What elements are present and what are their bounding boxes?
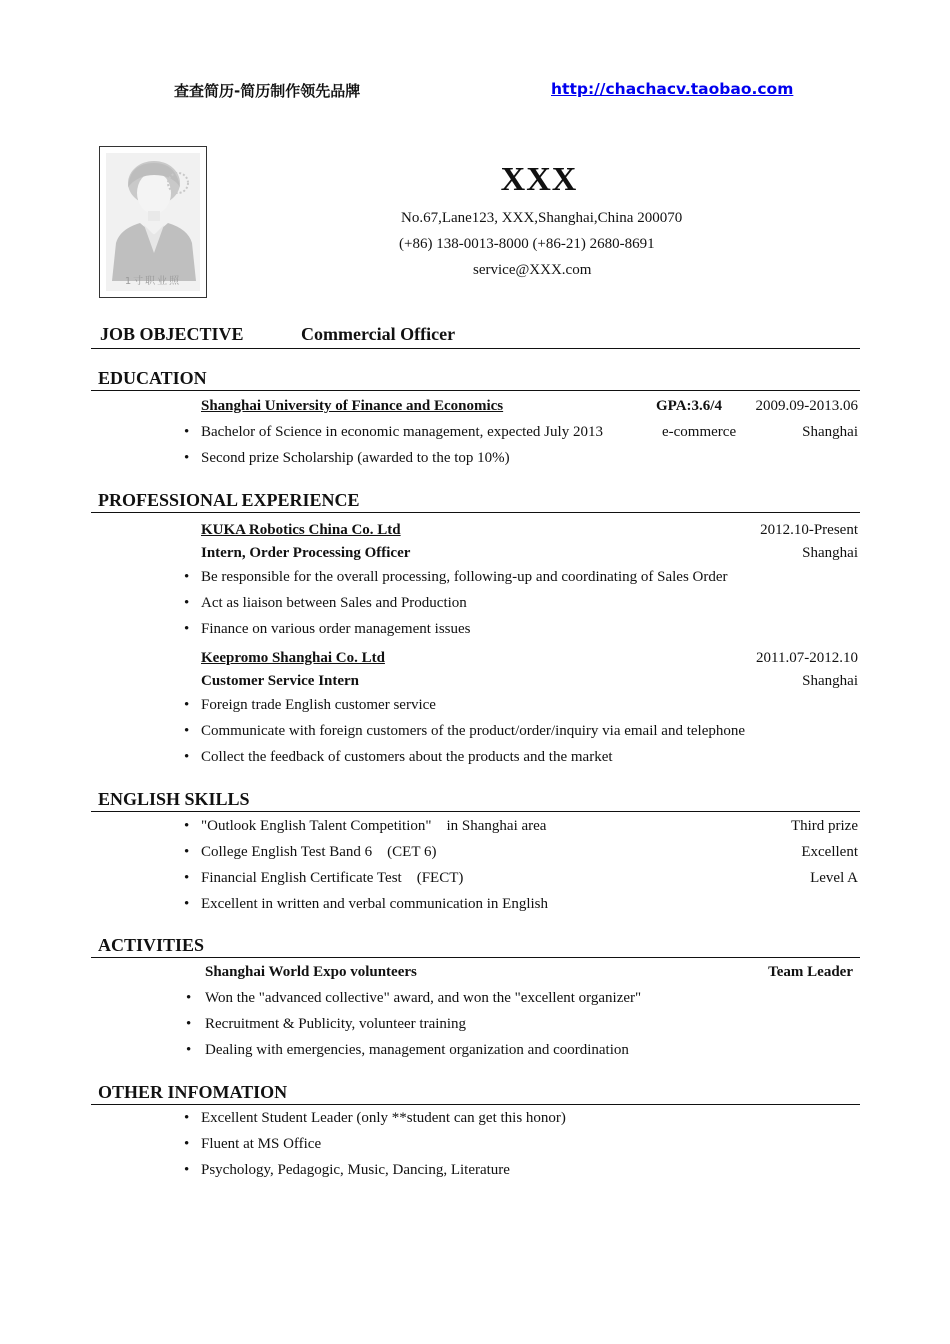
banner-brand-text: 查查简历-简历制作领先品牌	[174, 82, 361, 100]
education-location: Shanghai	[802, 424, 858, 440]
degree: Bachelor of Science in economic management, expected July 2013	[201, 424, 603, 440]
activity-bullet: Recruitment & Publicity, volunteer training	[205, 1016, 467, 1032]
job-bullet: Communicate with foreign customers of the product/order/inquiry via email and telephone	[201, 723, 746, 739]
bullet-icon: •	[184, 569, 190, 585]
other-bullet: Fluent at MS Office	[201, 1136, 322, 1152]
school-name: Shanghai University of Finance and Economics	[201, 398, 504, 414]
bullet-icon: •	[184, 697, 190, 713]
bullet-icon: •	[184, 595, 190, 611]
job-bullet: Act as liaison between Sales and Production	[201, 595, 467, 611]
other-bullet: Psychology, Pedagogic, Music, Dancing, Literature	[201, 1162, 510, 1178]
bullet-icon: •	[184, 749, 190, 765]
banner-link[interactable]: http://chachacv.taobao.com	[551, 80, 794, 98]
english-skill: "Outlook English Talent Competition" in Shanghai area	[201, 818, 547, 834]
candidate-name: XXX	[500, 161, 578, 198]
email: service@XXX.com	[473, 262, 592, 278]
phone-numbers: (+86) 138-0013-8000 (+86-21) 2680-8691	[399, 236, 655, 252]
other-bullet: Excellent Student Leader (only **student can get this honor)	[201, 1110, 566, 1126]
section-title-experience: PROFESSIONAL EXPERIENCE	[98, 490, 360, 510]
gpa: GPA:3.6/4	[656, 398, 722, 414]
scholarship: Second prize Scholarship (awarded to the top 10%)	[201, 450, 510, 466]
job-location: Shanghai	[802, 545, 858, 561]
english-skill-result: Level A	[810, 870, 858, 886]
section-divider	[91, 957, 860, 958]
bullet-icon: •	[184, 424, 190, 440]
job-bullet: Finance on various order management issues	[201, 621, 471, 637]
bullet-icon: •	[186, 1016, 192, 1032]
bullet-icon: •	[184, 844, 190, 860]
bullet-icon: •	[184, 723, 190, 739]
section-divider	[91, 348, 860, 349]
section-divider	[91, 1104, 860, 1105]
section-title-activities: ACTIVITIES	[98, 935, 205, 955]
photo-caption: 1寸职业照	[124, 276, 182, 287]
activity-name: Shanghai World Expo volunteers	[205, 964, 417, 980]
activity-role: Team Leader	[768, 964, 853, 980]
activity-bullet: Dealing with emergencies, management organization and coordination	[205, 1042, 629, 1058]
section-title-other: OTHER INFOMATION	[98, 1082, 288, 1102]
bullet-icon: •	[184, 1110, 190, 1126]
bullet-icon: •	[184, 450, 190, 466]
job-dates: 2011.07-2012.10	[756, 650, 858, 666]
bullet-icon: •	[184, 818, 190, 834]
company-name: KUKA Robotics China Co. Ltd	[201, 522, 401, 538]
job-role: Customer Service Intern	[201, 673, 360, 689]
activity-bullet: Won the "advanced collective" award, and won the "excellent organizer"	[205, 990, 642, 1006]
english-skill: College English Test Band 6 (CET 6)	[201, 844, 437, 860]
section-divider	[91, 390, 860, 391]
section-title-english: ENGLISH SKILLS	[98, 789, 250, 809]
job-bullet: Collect the feedback of customers about the products and the market	[201, 749, 613, 765]
section-title-education: EDUCATION	[98, 368, 207, 388]
job-bullet: Be responsible for the overall processing, following-up and coordinating of Sales Order	[201, 569, 728, 585]
profile-photo	[99, 146, 207, 298]
english-skill: Excellent in written and verbal communication in English	[201, 896, 548, 912]
bullet-icon: •	[184, 1136, 190, 1152]
bullet-icon: •	[184, 896, 190, 912]
avatar-placeholder-icon	[106, 153, 200, 291]
job-objective-label: JOB OBJECTIVE	[100, 324, 244, 344]
english-skill-result: Excellent	[801, 844, 858, 860]
bullet-icon: •	[184, 621, 190, 637]
section-divider	[91, 811, 860, 812]
job-location: Shanghai	[802, 673, 858, 689]
english-skill: Financial English Certificate Test (FECT)	[201, 870, 464, 886]
bullet-icon: •	[184, 870, 190, 886]
company-name: Keepromo Shanghai Co. Ltd	[201, 650, 385, 666]
address: No.67,Lane123, XXX,Shanghai,China 200070	[401, 210, 683, 226]
bullet-icon: •	[186, 990, 192, 1006]
bullet-icon: •	[186, 1042, 192, 1058]
job-role: Intern, Order Processing Officer	[201, 545, 411, 561]
job-bullet: Foreign trade English customer service	[201, 697, 436, 713]
job-dates: 2012.10-Present	[760, 522, 858, 538]
job-objective-value: Commercial Officer	[301, 324, 456, 344]
section-divider	[91, 512, 860, 513]
english-skill-result: Third prize	[790, 818, 858, 834]
major: e-commerce	[662, 424, 737, 440]
education-dates: 2009.09-2013.06	[755, 398, 858, 414]
bullet-icon: •	[184, 1162, 190, 1178]
